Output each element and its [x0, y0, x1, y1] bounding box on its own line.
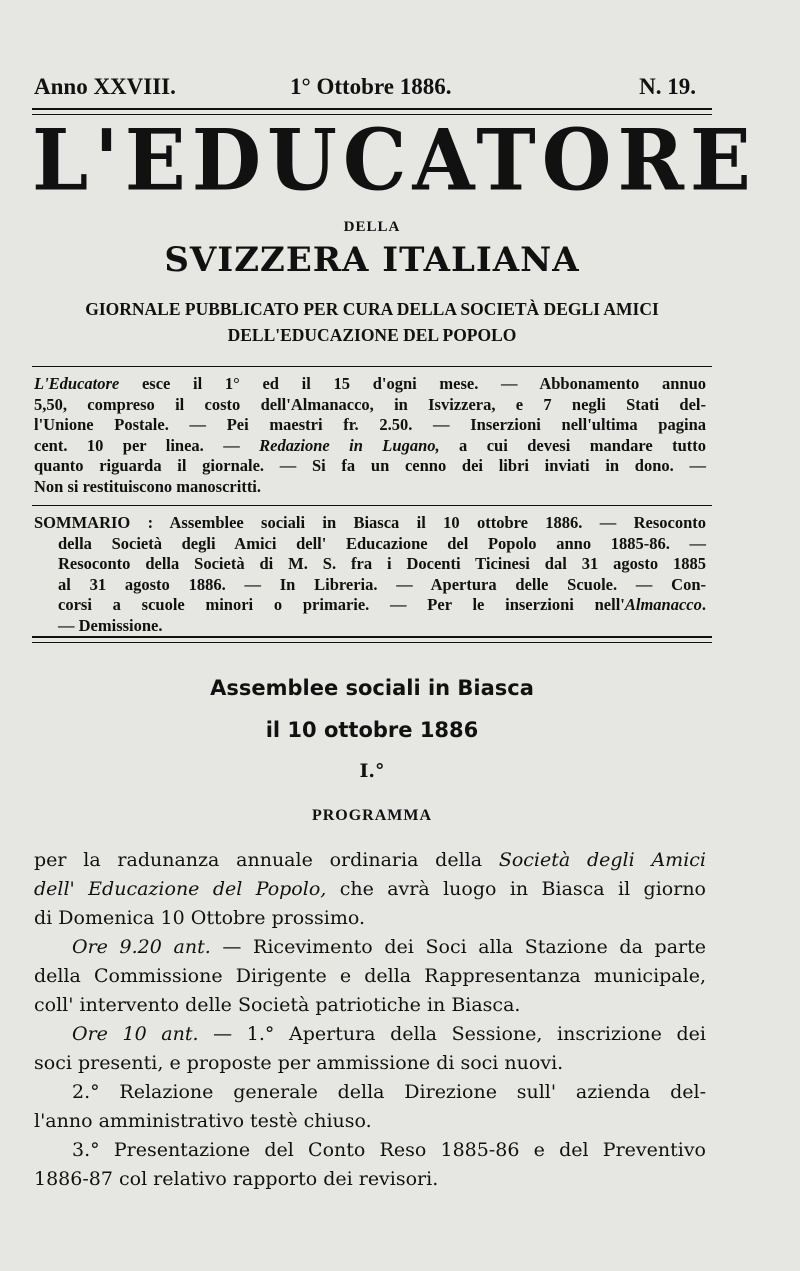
title-connector: DELLA: [343, 219, 401, 235]
article-section-number: I.°: [359, 760, 385, 782]
programma-heading: PROGRAMMA: [311, 807, 433, 824]
toc-line: al 31 agosto 1886. — In Libreria. — Apertura delle Scuole. — Con-: [58, 574, 706, 594]
body-line: coll' intervento delle Società patriotiche in Biasca.: [34, 994, 521, 1016]
publisher-line-2: DELL'EDUCAZIONE DEL POPOLO: [227, 325, 517, 345]
notice-line: L'Educatore esce il 1° ed il 15 d'ogni mese. — Abbonamento annuo: [34, 374, 706, 393]
newspaper-subtitle: SVIZZERA ITALIANA: [164, 240, 580, 280]
toc-line: corsi a scuole minori o primarie. — Per le inserzioni nell'Almanacco.: [58, 595, 706, 614]
article-body: [34, 846, 706, 1194]
toc-line: Resoconto della Società di M. S. fra i Docenti Ticinesi dal 31 agosto 1885: [58, 554, 706, 573]
notice-top-rule: [32, 366, 712, 367]
masthead-line: [34, 74, 700, 104]
notice-line: Non si restituiscono manoscritti.: [34, 476, 262, 496]
notice-line: 5,50, compreso il costo dell'Almanacco, in Isvizzera, e 7 negli Stati del-: [34, 394, 706, 414]
body-line: Ore 9.20 ant. — Ricevimento dei Soci alla Stazione da parte: [72, 936, 706, 958]
subscription-notice: [34, 374, 706, 497]
article-date: il 10 ottobre 1886: [265, 718, 479, 742]
body-line: di Domenica 10 Ottobre prossimo.: [34, 907, 365, 929]
body-line: l'anno amministrativo testè chiuso.: [34, 1110, 372, 1132]
article-title: Assemblee sociali in Biasca: [210, 676, 534, 700]
table-of-contents: [34, 513, 706, 636]
issue-date: 1° Ottobre 1886.: [290, 74, 452, 99]
sommario-top-rule: [32, 505, 712, 506]
body-line: della Commissione Dirigente e della Rappresentanza municipale,: [34, 965, 706, 987]
notice-line: quanto riguarda il giornale. — Si fa un cenno dei libri inviati in dono. —: [34, 456, 706, 475]
body-line: dell' Educazione del Popolo, che avrà luogo in Biasca il giorno: [34, 878, 706, 900]
body-line: soci presenti, e proposte per ammissione di soci nuovi.: [34, 1052, 564, 1074]
section-divider: [32, 636, 712, 643]
toc-line: SOMMARIO : Assemblee sociali in Biasca il 10 ottobre 1886. — Resoconto: [34, 513, 706, 532]
notice-line: cent. 10 per linea. — Redazione in Lugano, a cui devesi mandare tutto: [34, 435, 706, 455]
body-line: Ore 10 ant. — 1.° Apertura della Sessione, inscrizione dei: [72, 1023, 706, 1045]
body-line: 1886-87 col relativo rapporto dei revisori.: [34, 1168, 439, 1190]
issue-number: N. 19.: [639, 74, 696, 99]
body-line: per la radunanza annuale ordinaria della Società degli Amici: [34, 849, 706, 871]
publisher-line-1: GIORNALE PUBBLICATO PER CURA DELLA SOCIETÀ DEGLI AMICI: [85, 299, 659, 319]
publisher-line: [32, 296, 712, 348]
body-line: 2.° Relazione generale della Direzione sull' azienda del-: [72, 1081, 706, 1103]
newspaper-title: L'EDUCATORE: [32, 110, 757, 210]
toc-line: — Demissione.: [58, 615, 163, 635]
issue-year: Anno XXVIII.: [34, 74, 176, 99]
body-line: 3.° Presentazione del Conto Reso 1885-86 e del Preventivo: [72, 1139, 706, 1161]
notice-line: l'Unione Postale. — Pei maestri fr. 2.50. — Inserzioni nell'ultima pagina: [34, 415, 706, 434]
toc-line: della Società degli Amici dell' Educazione del Popolo anno 1885-86. —: [58, 533, 706, 553]
